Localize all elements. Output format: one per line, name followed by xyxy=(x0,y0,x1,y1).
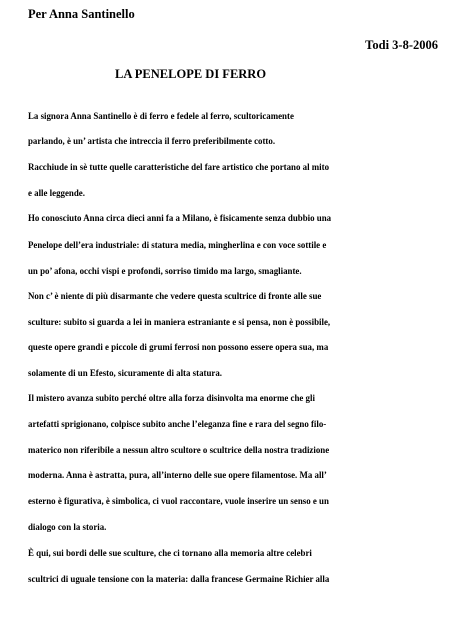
document-title: LA PENELOPE DI FERRO xyxy=(115,67,267,81)
text-line: un po’ afona, occhi vispi e profondi, sorriso timido ma largo, smagliante. xyxy=(28,266,302,276)
article-body xyxy=(28,110,443,585)
document-date: Todi 3-8-2006 xyxy=(365,38,438,52)
text-line: parlando, è un’ artista che intreccia il ferro preferibilmente cotto. xyxy=(28,136,276,146)
text-line: materico non riferibile a nessun altro scultore o scultrice della nostra tradizione xyxy=(28,445,330,455)
text-line: Penelope dell’era industriale: di statura media, mingherlina e con voce sottile e xyxy=(28,240,327,250)
text-line: È qui, sui bordi delle sue sculture, che ci tornano alla memoria altre celebri xyxy=(28,548,312,558)
text-line: Racchiude in sè tutte quelle caratteristiche del fare artistico che portano al mito xyxy=(28,162,330,172)
text-line: esterno è figurativa, è simbolica, ci vuol raccontare, vuole inserire un senso e un xyxy=(28,496,329,506)
text-line: Ho conosciuto Anna circa dieci anni fa a Milano, è fisicamente senza dubbio una xyxy=(28,213,332,223)
dedication: Per Anna Santinello xyxy=(28,7,135,21)
text-line: dialogo con la storia. xyxy=(28,522,107,532)
text-line: moderna. Anna è astratta, pura, all’interno delle sue opere filamentose. Ma all’ xyxy=(28,470,327,480)
text-line: artefatti sprigionano, colpisce subito anche l’eleganza fine e rara del segno filo- xyxy=(28,419,327,429)
text-line: queste opere grandi e piccole di grumi ferrosi non possono essere opera sua, ma xyxy=(28,342,329,352)
text-line: Il mistero avanza subito perché oltre alla forza disinvolta ma enorme che gli xyxy=(28,393,315,403)
text-line: e alle leggende. xyxy=(28,188,85,198)
text-line: solamente di un Efesto, sicuramente di alta statura. xyxy=(28,368,223,378)
text-line: La signora Anna Santinello è di ferro e fedele al ferro, scultoricamente xyxy=(28,111,294,121)
text-line: scultrici di uguale tensione con la materia: dalla francese Germaine Richier alla xyxy=(28,574,330,584)
text-line: sculture: subito si guarda a lei in maniera estraniante e si pensa, non è possibile, xyxy=(28,317,331,327)
text-line: Non c’ è niente di più disarmante che vedere questa scultrice di fronte alle sue xyxy=(28,291,322,301)
